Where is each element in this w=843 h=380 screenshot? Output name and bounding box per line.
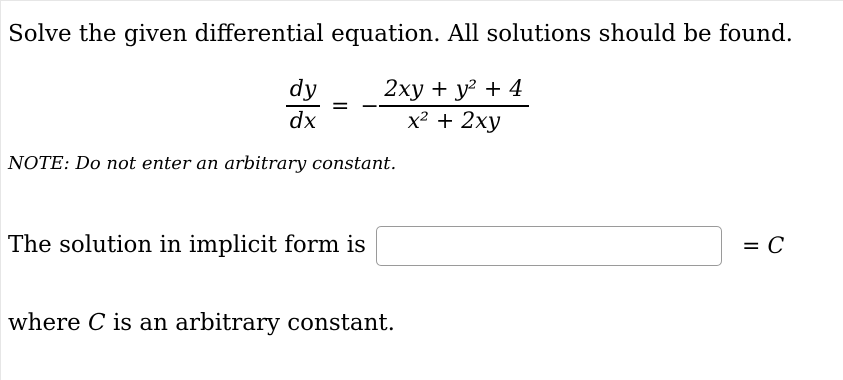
equation-equals-sign: = <box>331 93 350 119</box>
note-text: NOTE: Do not enter an arbitrary constant. <box>8 153 397 174</box>
frame-left-border <box>0 0 1 380</box>
rhs-denominator: x² + 2xy <box>407 108 501 134</box>
rhs-numerator: 2xy + y² + 4 <box>384 77 524 103</box>
footer-prefix: where <box>8 310 81 336</box>
answer-suffix <box>742 231 784 263</box>
answer-suffix-constant: C <box>767 234 785 259</box>
footer-text <box>8 307 395 339</box>
footer-constant: C <box>88 310 106 336</box>
footer-suffix: is an arbitrary constant. <box>112 310 395 336</box>
rhs-fraction <box>379 75 529 137</box>
answer-suffix-equals: = <box>742 234 761 259</box>
answer-input[interactable] <box>376 226 722 266</box>
lhs-denominator: dx <box>289 108 317 134</box>
differential-equation <box>286 70 529 142</box>
frame-top-border <box>0 0 843 1</box>
problem-prompt: Solve the given differential equation. All solutions should be found. <box>8 21 793 47</box>
lhs-fraction <box>286 75 320 137</box>
answer-label: The solution in implicit form is <box>8 232 366 258</box>
equation-minus-sign: − <box>360 93 379 119</box>
lhs-numerator: dy <box>289 77 317 103</box>
